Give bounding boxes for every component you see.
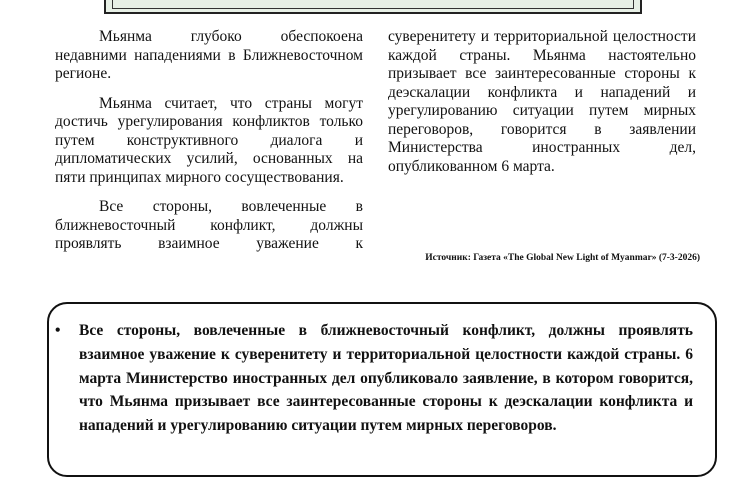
article-paragraph: Мьянма глубоко обеспокоена недавними нападениями в Ближневосточном регионе. <box>55 28 363 82</box>
summary-list <box>55 319 693 438</box>
article-paragraph: суверенитету и территориальной целостности каждой страны. Мьянма настоятельно призывает все заинтересованные стороны к деэскалации конфликта и нападений и урегулированию ситуации путем мирных переговоров, говорится в заявлении Министерства иностранных дел, опубликованном 6 марта. <box>388 28 696 175</box>
image-frame-inner <box>112 0 634 9</box>
article-right-column <box>388 28 696 187</box>
article-left-column <box>55 28 363 265</box>
article-paragraph: Мьянма считает, что страны могут достичь урегулирования конфликтов только путем конструктивного диалога и дипломатических усилий, основанных на пяти принципах мирного сосуществования. <box>55 94 363 186</box>
summary-text: Все стороны, вовлеченные в ближневосточный конфликт, должны проявлять взаимное уважение к суверенитету и территориальной целостности каждой страны. 6 марта Министерство иностранных дел опубликовало заявление, в котором говорится, что Мьянма призывает все заинтересованные стороны к деэскалации конфликта и нападений и урегулированию ситуации путем мирных переговоров. <box>79 322 693 435</box>
image-frame <box>104 0 642 14</box>
article-paragraph: Все стороны, вовлеченные в ближневосточный конфликт, должны проявлять взаимное уважение к <box>55 198 363 252</box>
bullet-icon: • <box>55 322 61 339</box>
source-citation: Источник: Газета «The Global New Light of Myanmar» (7-3-2026) <box>425 253 700 263</box>
summary-item <box>55 319 693 438</box>
